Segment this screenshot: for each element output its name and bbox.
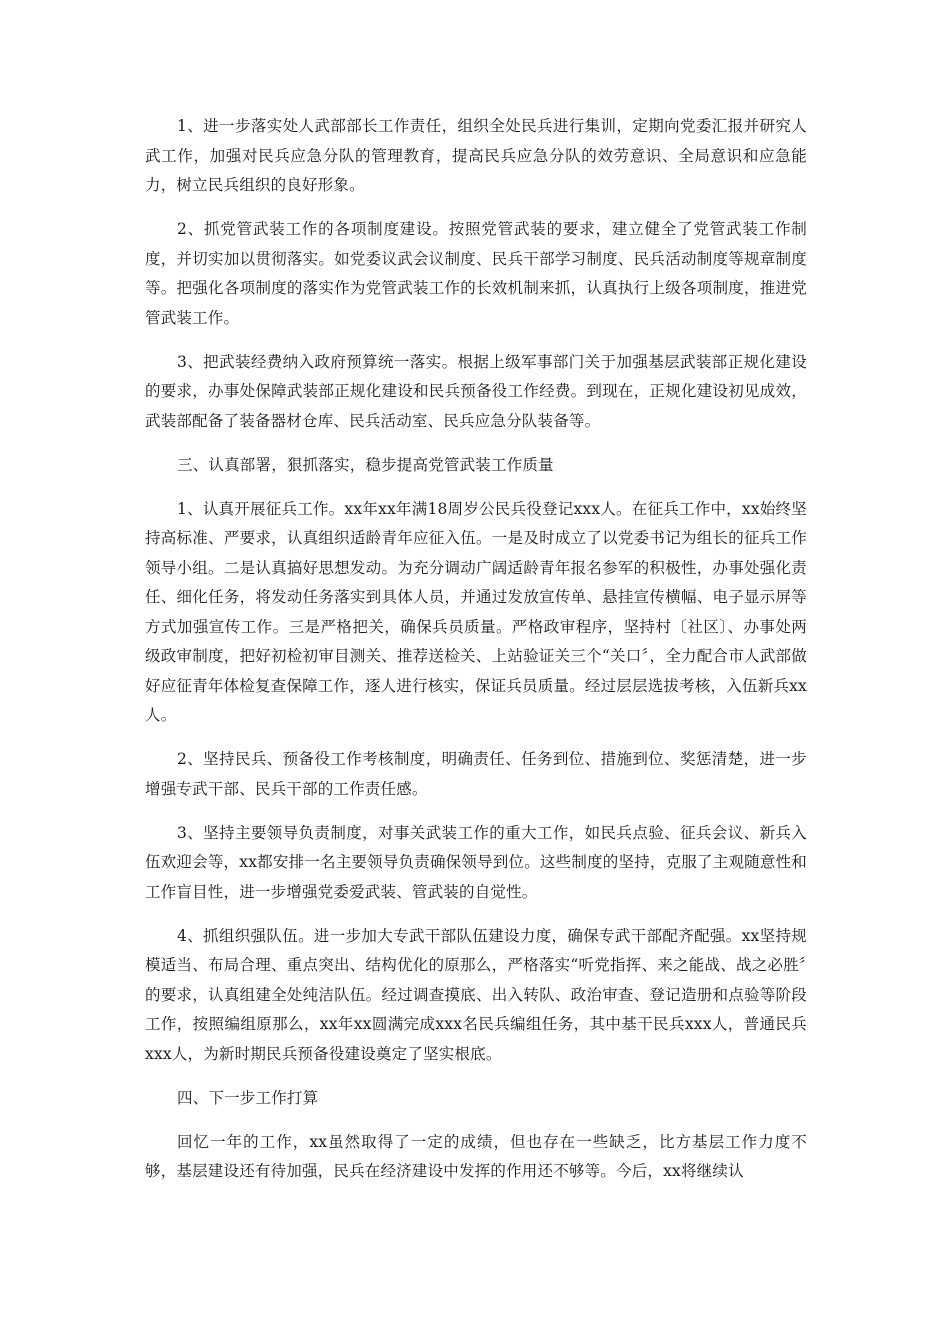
document-body xyxy=(145,112,807,1201)
paragraph-conscription: 1、认真开展征兵工作。xx年xx年满18周岁公民兵役登记xxx人。在征兵工作中，xx始终坚持高标准、严要求，认真组织适龄青年应征入伍。一是及时成立了以党委书记为组长的征兵工作领导小组。二是认真搞好思想发动。为充分调动广阔适龄青年报名参军的积极性，办事处强化责任、细化任务，将发动任务落实到具体人员，并通过发放宣传单、悬挂宣传横幅、电子显示屏等方式加强宣传工作。三是严格把关，确保兵员质量。严格政审程序，坚持村〔社区〕、办事处两级政审制度，把好初检初审目测关、推荐送检关、上站验证关三个“关口〞，全力配合市人武部做好应征青年体检复查保障工作，逐人进行核实，保证兵员质量。经过层层选拔考核，入伍新兵xx人。 xyxy=(145,499,807,724)
paragraph-system-building: 2、抓党管武装工作的各项制度建设。按照党管武装的要求，建立健全了党管武装工作制度，并切实加以贯彻落实。如党委议武会议制度、民兵干部学习制度、民兵活动制度等规章制度等。把强化各项制度的落实作为党管武装工作的长效机制来抓，认真执行上级各项制度，推进党管武装工作。 xyxy=(145,220,807,327)
paragraph-assessment: 2、坚持民兵、预备役工作考核制度，明确责任、任务到位、措施到位、奖惩清楚，进一步增强专武干部、民兵干部的工作责任感。 xyxy=(145,750,807,798)
paragraph-organization: 4、抓组织强队伍。进一步加大专武干部队伍建设力度，确保专武干部配齐配强。xx坚持规模适当、布局合理、重点突出、结构优化的原那么，严格落实“听党指挥、来之能战、战之必胜〞的要求，认真组建全处纯洁队伍。经过调查摸底、出入转队、政治审查、登记造册和点验等阶段工作，按照编组原那么，xx年xx圆满完成xxx名民兵编组任务，其中基干民兵xxx人，普通民兵xxx人，为新时期民兵预备役建设奠定了坚实根底。 xyxy=(145,926,807,1063)
section-heading-three: 三、认真部署，狠抓落实，稳步提高党管武装工作质量 xyxy=(177,455,554,474)
paragraph-funding: 3、把武装经费纳入政府预算统一落实。根据上级军事部门关于加强基层武装部正规化建设的要求，办事处保障武装部正规化建设和民兵预备役工作经费。到现在，正规化建设初见成效，武装部配备了装备器材仓库、民兵活动室、民兵应急分队装备等。 xyxy=(145,352,807,430)
section-heading-four: 四、下一步工作打算 xyxy=(177,1088,319,1107)
paragraph-review: 回忆一年的工作，xx虽然取得了一定的成绩，但也存在一些缺乏，比方基层工作力度不够，基层建设还有待加强，民兵在经济建设中发挥的作用还不够等。今后，xx将继续认 xyxy=(145,1132,807,1180)
paragraph-leadership: 3、坚持主要领导负责制度，对事关武装工作的重大工作，如民兵点验、征兵会议、新兵入伍欢迎会等，xx都安排一名主要领导负责确保领导到位。这些制度的坚持，克服了主观随意性和工作盲目性，进一步增强党委爱武装、管武装的自觉性。 xyxy=(145,823,807,901)
paragraph-officer-responsibility: 1、进一步落实处人武部部长工作责任，组织全处民兵进行集训，定期向党委汇报并研究人武工作，加强对民兵应急分队的管理教育，提高民兵应急分队的效劳意识、全局意识和应急能力，树立民兵组织的良好形象。 xyxy=(145,117,807,194)
